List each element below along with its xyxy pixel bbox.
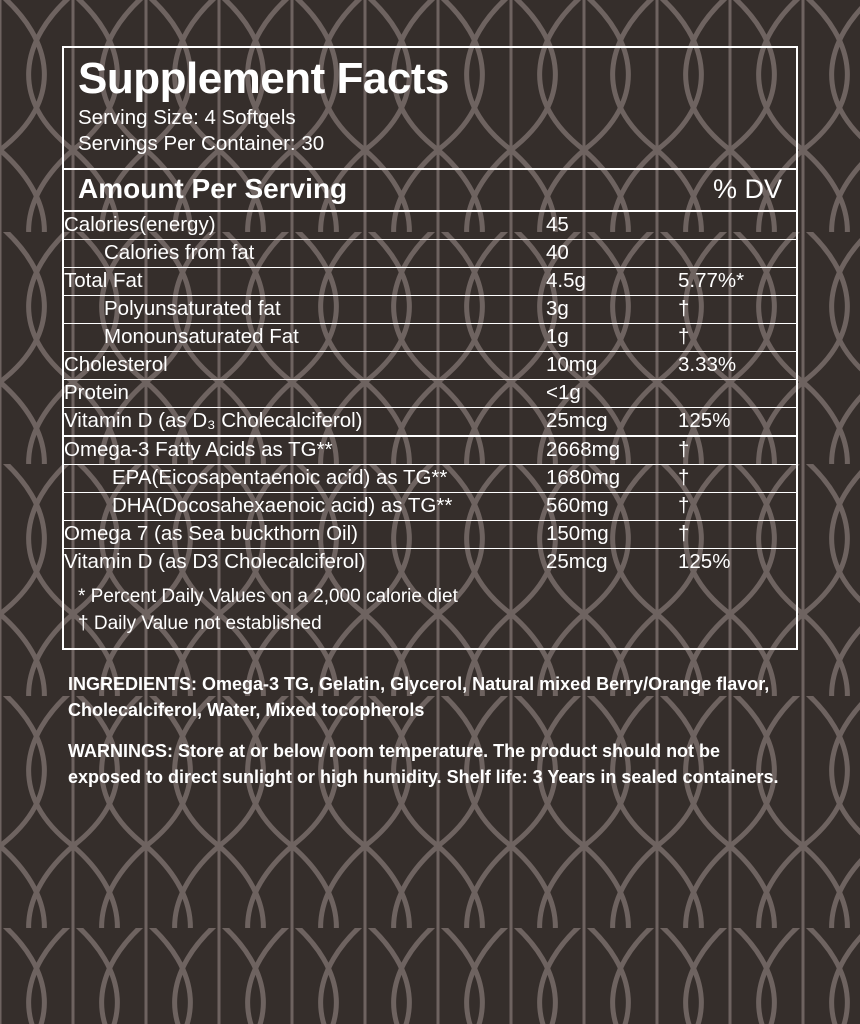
- page-title: Supplement Facts: [78, 54, 449, 103]
- nutrient-dv: [678, 239, 796, 267]
- table-row: [64, 407, 796, 436]
- nutrient-name: Omega-3 Fatty Acids as TG**: [64, 436, 546, 465]
- nutrient-amount: 40: [546, 239, 678, 267]
- servings-per-container-text: Servings Per Container: 30: [78, 132, 325, 156]
- nutrient-amount: 45: [546, 211, 678, 240]
- label-body-text: [62, 650, 798, 790]
- nutrient-name: Calories(energy): [64, 211, 546, 240]
- table-row: [64, 267, 796, 295]
- panel-header: [64, 48, 796, 170]
- nutrient-amount: 1g: [546, 323, 678, 351]
- supplement-facts-panel: [62, 46, 798, 650]
- warnings-paragraph: [68, 739, 792, 790]
- nutrient-dv: †: [678, 492, 796, 520]
- nutrient-amount: 25mcg: [546, 549, 608, 573]
- table-row: [64, 548, 796, 576]
- nutrient-dv: [678, 211, 796, 240]
- nutrition-table-body: [64, 170, 796, 576]
- nutrition-table: [64, 170, 796, 576]
- ingredients-label: INGREDIENTS:: [68, 674, 198, 694]
- nutrient-name: Polyunsaturated fat: [64, 295, 546, 323]
- nutrient-dv: [678, 379, 796, 407]
- nutrient-amount: 25mcg: [546, 407, 678, 436]
- nutrient-dv: †: [678, 323, 796, 351]
- nutrient-dv: †: [678, 520, 796, 548]
- amount-per-serving-header: Amount Per Serving: [64, 170, 546, 211]
- nutrient-name: Omega 7 (as Sea buckthorn Oil): [64, 520, 546, 548]
- nutrient-name: Total Fat: [64, 267, 546, 295]
- table-row: [64, 211, 796, 240]
- footnotes: [64, 576, 796, 648]
- nutrient-name: Monounsaturated Fat: [64, 323, 546, 351]
- warnings-text: Store at or below room temperature. The product should not be exposed to direct sunlight or high humidity. Shelf life: 3 Years in sealed containers.: [68, 741, 779, 787]
- amount-column-header: [546, 170, 678, 211]
- nutrient-amount: 2668mg: [546, 436, 678, 465]
- table-row: [64, 239, 796, 267]
- nutrient-name: Protein: [64, 379, 546, 407]
- serving-size-text: Serving Size: 4 Softgels: [78, 105, 296, 129]
- table-row: [64, 379, 796, 407]
- dv-column-header: % DV: [678, 170, 796, 211]
- nutrient-amount: 560mg: [546, 492, 678, 520]
- nutrient-amount: 1680mg: [546, 464, 678, 492]
- footnote-dagger: † Daily Value not established: [78, 613, 322, 635]
- nutrient-name: Cholesterol: [64, 351, 546, 379]
- ingredients-text: Omega-3 TG, Gelatin, Glycerol, Natural mixed Berry/Orange flavor, Cholecalciferol, Water, Mixed tocopherols: [68, 674, 770, 720]
- nutrient-name: Calories from fat: [64, 239, 546, 267]
- nutrient-name: EPA(Eicosapentaenoic acid) as TG**: [64, 464, 546, 492]
- table-row: [64, 464, 796, 492]
- table-row: [64, 323, 796, 351]
- footnote-percent-daily-value: * Percent Daily Values on a 2,000 calorie diet: [78, 585, 458, 607]
- table-row: [64, 351, 796, 379]
- table-header-row: [64, 170, 796, 211]
- nutrient-dv: 125%: [678, 549, 731, 573]
- table-row: [64, 295, 796, 323]
- nutrient-amount: 150mg: [546, 520, 678, 548]
- table-row: [64, 492, 796, 520]
- nutrient-amount: 3g: [546, 295, 678, 323]
- nutrient-name: DHA(Docosahexaenoic acid) as TG**: [64, 492, 546, 520]
- nutrient-amount: 4.5g: [546, 267, 678, 295]
- nutrient-dv: †: [678, 295, 796, 323]
- nutrient-dv: 125%: [678, 407, 796, 436]
- nutrient-amount: <1g: [546, 379, 678, 407]
- nutrient-name: Vitamin D (as D3 Cholecalciferol): [64, 549, 366, 573]
- nutrient-name: Vitamin D (as D₃ Cholecalciferol): [64, 407, 546, 436]
- nutrient-amount: 10mg: [546, 351, 678, 379]
- nutrient-dv: 3.33%: [678, 351, 796, 379]
- ingredients-paragraph: [68, 672, 792, 723]
- nutrient-dv: 5.77%*: [678, 267, 796, 295]
- nutrient-dv: †: [678, 464, 796, 492]
- nutrient-dv: †: [678, 436, 796, 465]
- table-row: [64, 520, 796, 548]
- warnings-label: WARNINGS:: [68, 741, 173, 762]
- table-row: [64, 436, 796, 465]
